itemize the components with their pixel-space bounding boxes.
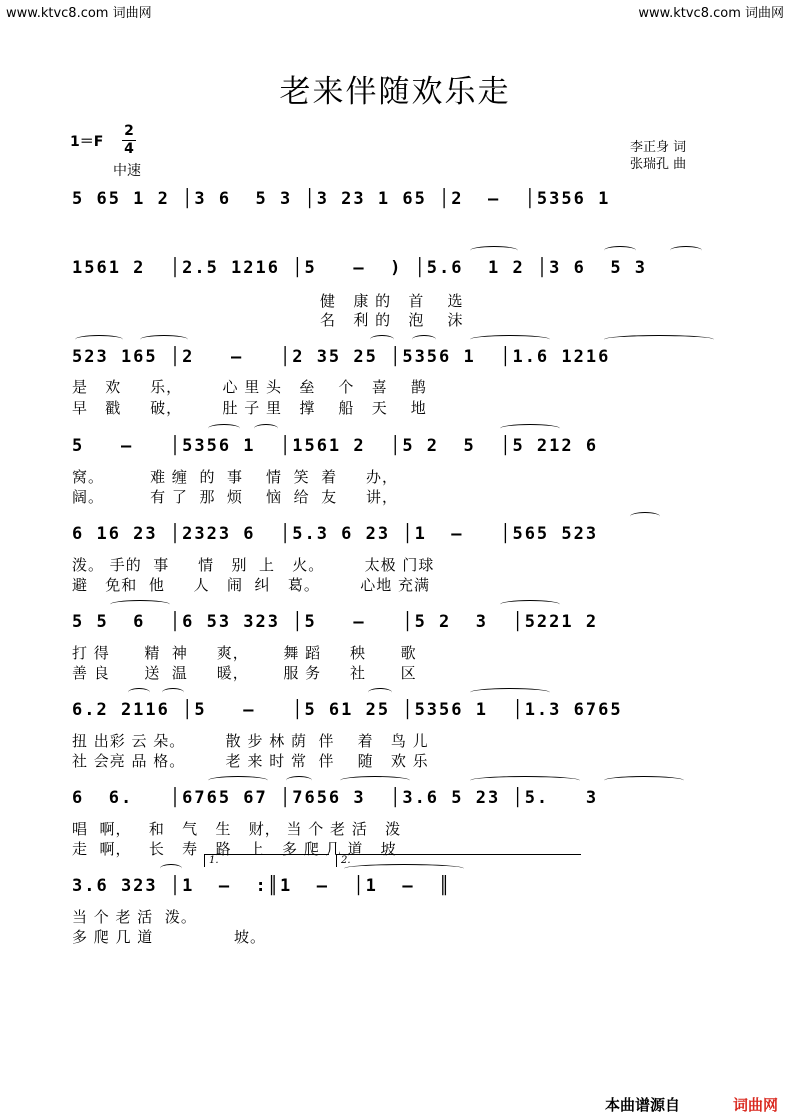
notation-line: 1561 2 │2.5 1216 │5 – ) │5.6 1 2 │3 6 5 3: [72, 258, 648, 278]
tempo-marking: 中速: [113, 163, 141, 179]
lyric-verse-1: 打 得 精 神 爽， 舞 蹈 秧 歌: [72, 644, 417, 662]
lyricist-credit: 李正身 词: [630, 140, 687, 155]
source-credit: 本曲谱源自: [604, 1096, 680, 1114]
lyric-verse-2: 避 免和 他 人 闹 纠 葛。 心地 充满: [72, 576, 430, 594]
watermark-left[interactable]: www.ktvc8.com 词曲网: [6, 6, 152, 21]
notation-line: 6 16 23 │2323 6 │5.3 6 23 │1 – │565 523: [72, 524, 599, 544]
lyric-verse-2: 多 爬 几 道 坡。: [72, 928, 267, 946]
notation-line: 6 6. │6765 67 │7656 3 │3.6 5 23 │5. 3: [72, 788, 599, 808]
composer-credit: 张瑞孔 曲: [630, 157, 687, 172]
lyric-verse-2: 善 良 送 温 暖， 服 务 社 区: [72, 664, 417, 682]
lyric-verse-2: 走 啊， 长 寿 路 上 多 爬 几 道 坡: [72, 840, 397, 858]
lyric-verse-2: 早 戳 破， 肚 子 里 撑 船 天 地: [72, 399, 427, 417]
song-title: 老来伴随欢乐走: [279, 74, 511, 110]
lyric-verse-2: 名 利 的 泡 沫: [72, 311, 464, 329]
notation-line: 5 5 6 │6 53 323 │5 – │5 2 3 │5221 2: [72, 612, 599, 632]
notation-line: 5 – │5356 1 │1561 2 │5 2 5 │5 212 6: [72, 436, 599, 456]
notation-line: 5 65 1 2 │3 6 5 3 │3 23 1 65 │2 – │5356 1: [72, 189, 611, 209]
notation-line: 6.2 2116 │5 – │5 61 25 │5356 1 │1.3 6765: [72, 700, 623, 720]
time-signature: [122, 124, 136, 157]
lyric-verse-1: 泼。 手的 事 情 别 上 火。 太极 门球: [72, 556, 435, 574]
lyric-verse-1: 窝。 难 缠 的 事 情 笑 着 办，: [72, 468, 398, 486]
time-sig-top: 2: [124, 123, 134, 139]
volta-2: 2.: [336, 854, 581, 867]
lyric-verse-1: 当 个 老 活 泼。: [72, 908, 197, 926]
lyric-verse-1: 健 康 的 首 选: [72, 292, 464, 310]
key-signature: 1＝F: [70, 134, 104, 150]
lyric-verse-2: 社 会亮 品 格。 老 来 时 常 伴 随 欢 乐: [72, 752, 429, 770]
time-sig-bottom: 4: [124, 141, 134, 157]
lyric-verse-1: 是 欢 乐， 心 里 头 垒 个 喜 鹊: [72, 378, 427, 396]
lyric-verse-2: 阔。 有 了 那 烦 恼 给 友 讲，: [72, 488, 398, 506]
site-logo[interactable]: 词曲网: [732, 1096, 778, 1114]
lyric-verse-1: 扭 出彩 云 朵。 散 步 林 荫 伴 着 鸟 儿: [72, 732, 429, 750]
lyric-verse-1: 唱 啊， 和 气 生 财， 当 个 老 活 泼: [72, 820, 402, 838]
notation-line: 523 165 │2 – │2 35 25 │5356 1 │1.6 1216: [72, 347, 611, 367]
notation-line: 3.6 323 │1 – :║1 – │1 – ║: [72, 876, 452, 896]
watermark-right[interactable]: www.ktvc8.com 词曲网: [638, 6, 784, 21]
volta-1: 1.: [204, 854, 329, 867]
